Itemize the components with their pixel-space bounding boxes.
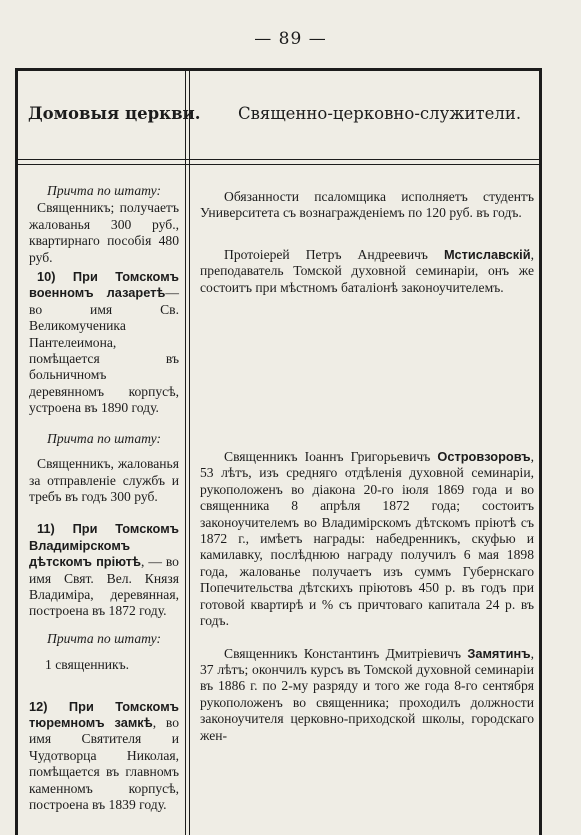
church-12-title: 12) При Томскомъ тюремномъ замкѣ [29, 698, 179, 730]
church-entry-11 [29, 521, 179, 619]
header-clergy: Священно-церковно-служители. [238, 104, 522, 123]
staff-text-1: Священникъ; получаетъ жалованья 300 руб., квартирнаго пособія 480 руб. [29, 200, 179, 265]
church-12-text: , во имя Святителя и Чудотворца Николая, помѣщается въ главномъ каменномъ корпусѣ, построена въ 1839 году. [29, 714, 179, 812]
clergy-3-intro: Священникъ Іоаннъ Григорьевичъ [224, 449, 438, 465]
clergy-3-name: Островзоровъ [437, 449, 531, 465]
clergy-4-intro: Священникъ Константинъ Дмитріевичъ [224, 645, 468, 661]
staff-heading-1: Причта по штату: [47, 183, 161, 198]
church-11-title: 11) При Томскомъ Владимірскомъ дѣтскомъ пріютѣ [29, 521, 179, 570]
church-11-text: , — во имя Свят. Вел. Князя Владиміра, деревянная, построена въ 1872 году. [29, 554, 179, 619]
clergy-2-text: , преподаватель Томской духовной семинаріи, онъ же состоитъ при мѣстномъ баталіонѣ законоучителемъ. [200, 246, 534, 295]
left-column [29, 183, 179, 813]
church-entry-12 [29, 699, 179, 814]
header-divider [15, 159, 542, 165]
clergy-para-mstislavsky [200, 247, 534, 296]
church-entry-10 [29, 269, 179, 417]
staff-heading-3: Причта по штату: [47, 630, 161, 646]
column-divider [185, 70, 190, 835]
clergy-3-text: , 53 лѣтъ, изъ средняго отдѣленія духовной семинаріи, рукоположенъ во діакона 20-го іюля 1869 года и во священника 8 апрѣля 1872 года; состоитъ законоучителемъ во Владимірскомъ дѣтскомъ пріютѣ съ 1872 г., имѣетъ награды: набедренникъ, скуфью и камилавку, послѣднюю награду получилъ 6 мая 1898 года, жалованье получаетъ изъ суммъ Губернскаго Попечительства дѣтскихъ пріютовъ 450 р. въ годъ при готовой квартирѣ и % съ причтоваго капитала 24 р. въ годъ. [200, 449, 534, 629]
page-number: — 89 — [254, 29, 327, 49]
clergy-2-name: Мстиславскій [443, 246, 531, 262]
church-10-text: —во имя Св. Великомученика Пантелеимона, помѣщается въ больничномъ деревянномъ корпусѣ, устроена въ 1890 году. [29, 285, 179, 416]
staff-text-2: Священникъ, жалованья за отправленіе службъ и требъ въ годъ 300 руб. [29, 456, 179, 504]
staff-text-3: 1 священникъ. [45, 657, 130, 673]
header-house-churches: Домовыя церкви. [28, 104, 201, 123]
church-10-title: 10) При Томскомъ военномъ лазаретѣ [29, 269, 179, 301]
clergy-para-ostrovzorov [200, 449, 534, 629]
staff-heading-2: Причта по штату: [47, 430, 161, 446]
clergy-para-zamyatin [200, 646, 534, 744]
right-column [200, 183, 534, 744]
clergy-2-intro: Протоіерей Петръ Андреевичъ [224, 246, 444, 262]
clergy-para-psalmist: Обязанности псаломщика исполняетъ студентъ Университета съ вознагражденіемъ по 120 руб. въ годъ. [200, 189, 534, 221]
clergy-4-text: , 37 лѣтъ; окончилъ курсъ въ Томской духовной семинаріи въ 1886 г. по 2-му разряду и того же года 8-го сентября рукоположенъ во священника; проходилъ должности законоучителя церковно-приходской школы, городскаго жен- [200, 645, 534, 743]
clergy-4-name: Замятинъ [467, 645, 531, 661]
